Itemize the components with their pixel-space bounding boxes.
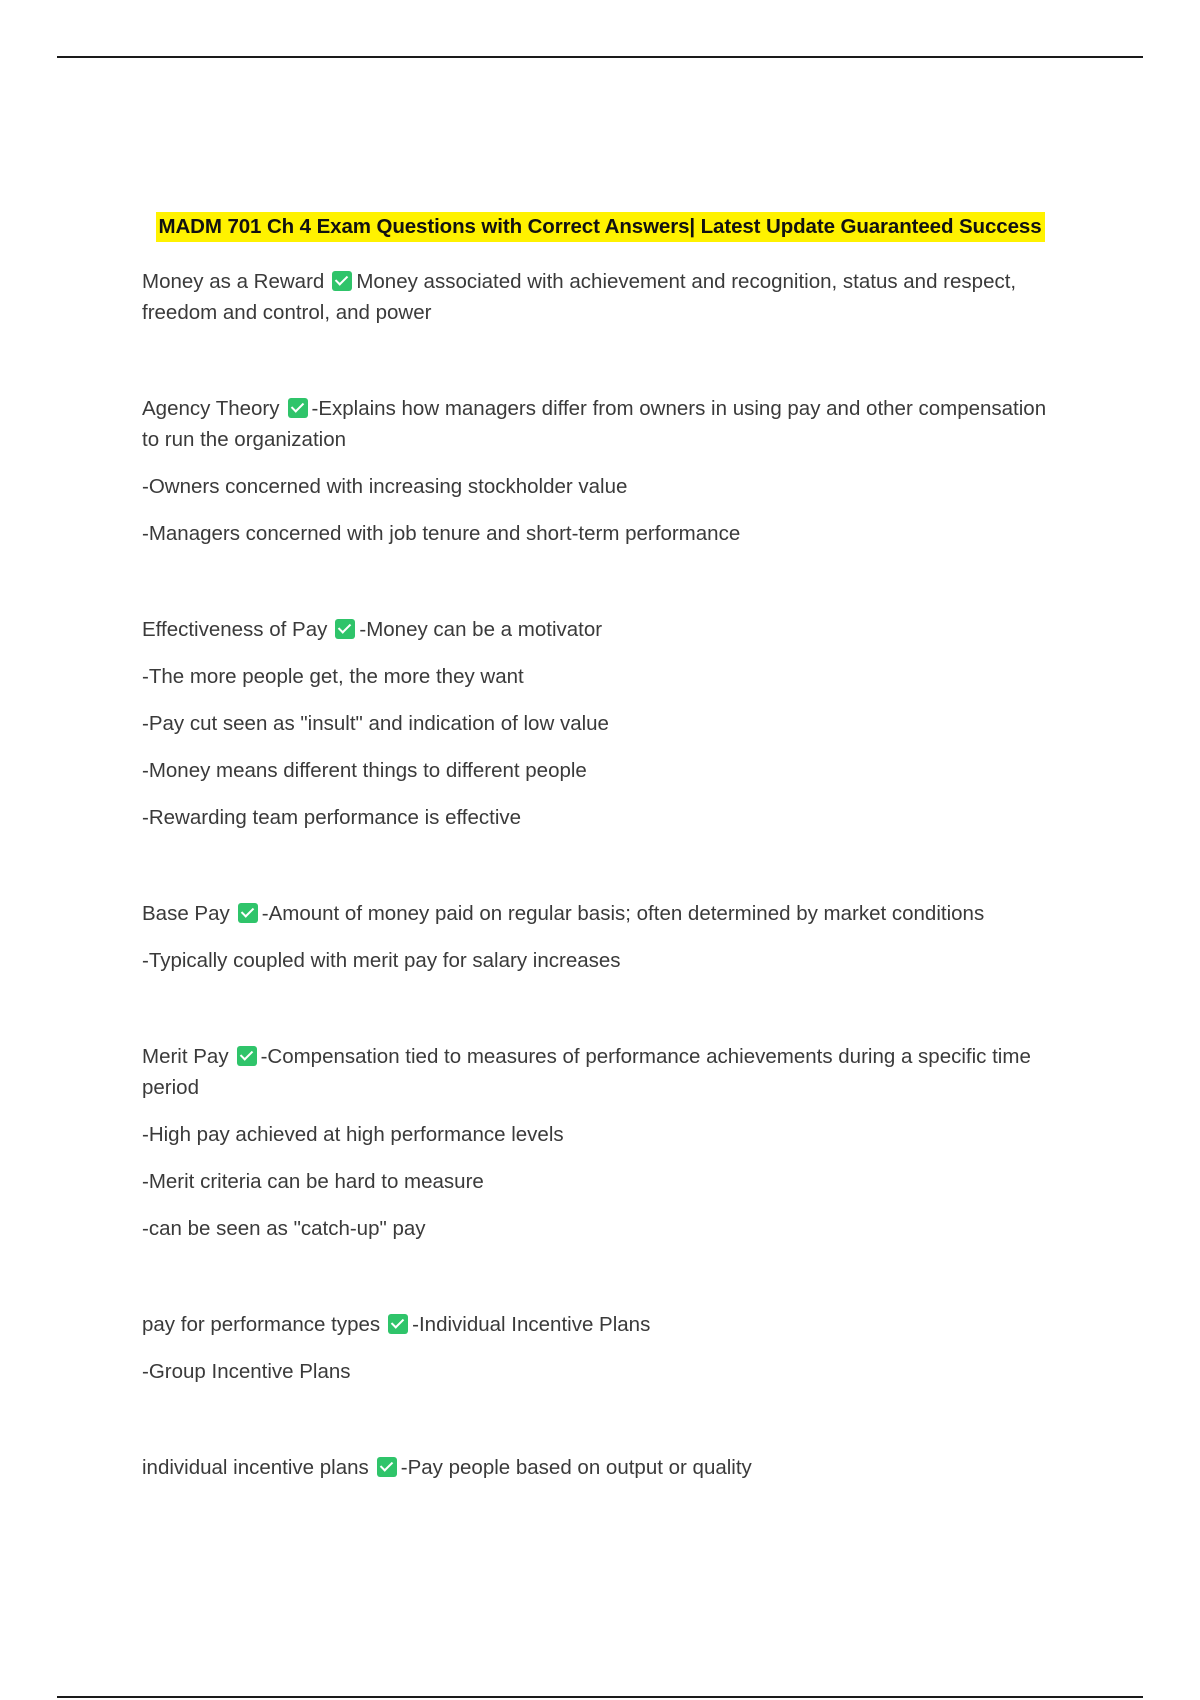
term: Agency Theory (142, 397, 280, 420)
point: -Money means different things to different people (142, 759, 587, 782)
term: Effectiveness of Pay (142, 618, 328, 641)
point: -Pay cut seen as "insult" and indication of low value (142, 712, 609, 735)
qa-entry (142, 393, 1067, 549)
definition: -Pay people based on output or quality (400, 1456, 752, 1479)
point: -The more people get, the more they want (142, 665, 524, 688)
qa-list (142, 266, 1067, 1548)
qa-entry (142, 898, 1067, 976)
check-icon (237, 1046, 257, 1066)
qa-entry (142, 1041, 1067, 1244)
document-title: MADM 701 Ch 4 Exam Questions with Correct Answers| Latest Update Guaranteed Success (156, 212, 1045, 242)
definition: -Compensation tied to measures of performance achievements during a specific time period (142, 1045, 1031, 1099)
term: Merit Pay (142, 1045, 229, 1068)
check-icon (238, 903, 258, 923)
bottom-rule (57, 1696, 1143, 1698)
title-container (0, 212, 1200, 242)
check-icon (332, 271, 352, 291)
definition: -Individual Incentive Plans (412, 1313, 651, 1336)
check-icon (335, 619, 355, 639)
point: -can be seen as "catch-up" pay (142, 1217, 426, 1240)
point: -Managers concerned with job tenure and short-term performance (142, 522, 741, 545)
definition: -Amount of money paid on regular basis; often determined by market conditions (261, 902, 985, 925)
qa-entry (142, 266, 1067, 328)
point: -Rewarding team performance is effective (142, 806, 522, 829)
point: -High pay achieved at high performance levels (142, 1123, 564, 1146)
term: individual incentive plans (142, 1456, 369, 1479)
qa-entry (142, 1452, 1067, 1483)
qa-entry (142, 1309, 1067, 1387)
point: -Typically coupled with merit pay for salary increases (142, 949, 621, 972)
top-rule (57, 56, 1143, 58)
point: -Owners concerned with increasing stockholder value (142, 475, 628, 498)
point: -Merit criteria can be hard to measure (142, 1170, 484, 1193)
point: -Group Incentive Plans (142, 1360, 351, 1383)
term: Base Pay (142, 902, 230, 925)
definition: -Explains how managers differ from owners in using pay and other compensation to run the organization (142, 397, 1047, 451)
check-icon (388, 1314, 408, 1334)
term: pay for performance types (142, 1313, 381, 1336)
definition: Money associated with achievement and recognition, status and respect, freedom and control, and power (142, 270, 1017, 324)
qa-entry (142, 614, 1067, 833)
check-icon (377, 1457, 397, 1477)
definition: -Money can be a motivator (359, 618, 603, 641)
term: Money as a Reward (142, 270, 325, 293)
check-icon (288, 398, 308, 418)
